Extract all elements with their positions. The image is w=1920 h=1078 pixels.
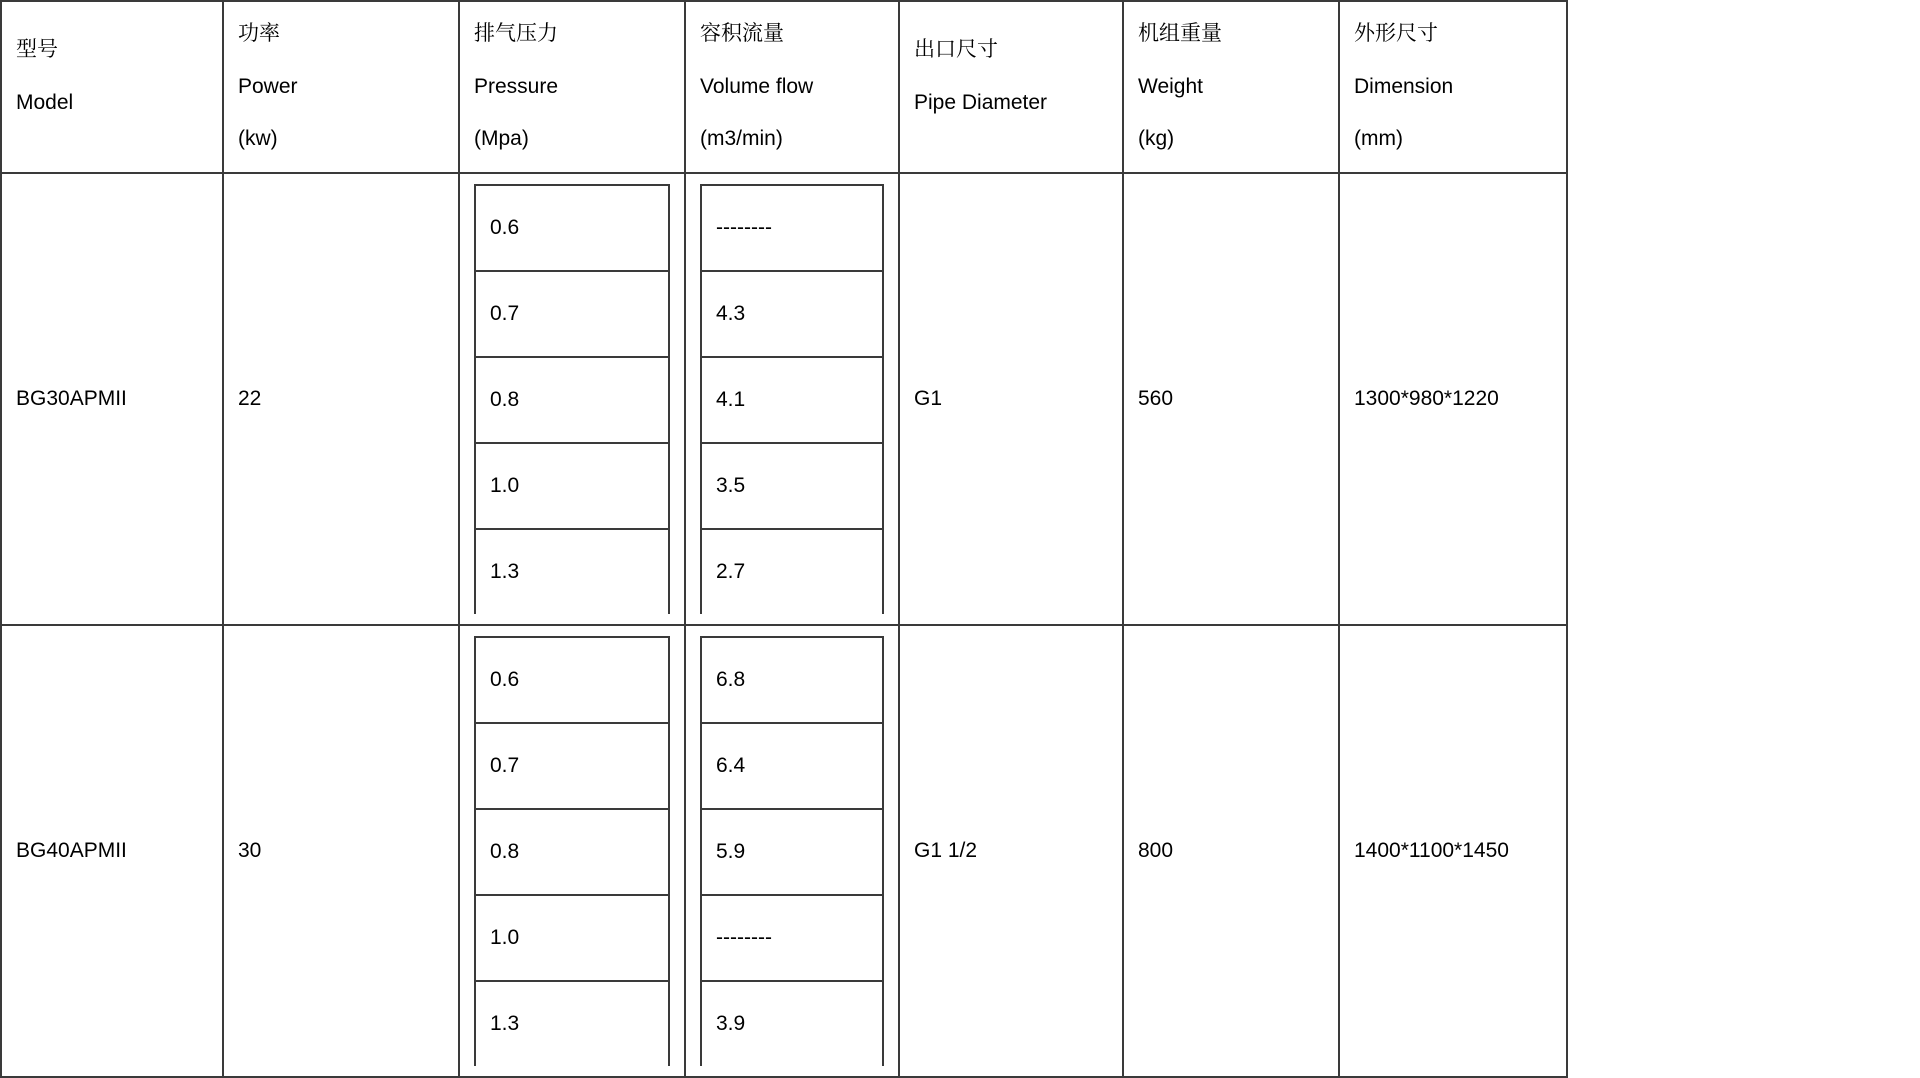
- pressure-subtable: [474, 636, 670, 1066]
- cell-weight: 560: [1123, 173, 1339, 625]
- subrow: [475, 981, 669, 1066]
- header-pressure-cn: 排气压力: [474, 22, 558, 46]
- header-cell-pipe-diameter: [899, 1, 1123, 173]
- cell-power: 22: [223, 173, 459, 625]
- subrow: [475, 443, 669, 529]
- cell-pressure-group: [459, 625, 685, 1077]
- cell-flow-value: 3.5: [701, 443, 883, 529]
- header-dimension-cn: 外形尺寸: [1354, 22, 1438, 46]
- header-cell-model: [1, 1, 223, 173]
- table-row: [1, 625, 1567, 1077]
- cell-dimension: 1400*1100*1450: [1339, 625, 1567, 1077]
- header-model-en: Model: [16, 91, 74, 114]
- header-cell-weight: [1123, 1, 1339, 173]
- cell-pressure-value: 0.7: [475, 271, 669, 357]
- cell-pipe-diameter: G1: [899, 173, 1123, 625]
- cell-pressure-group: [459, 173, 685, 625]
- subrow: [475, 809, 669, 895]
- cell-dimension: 1300*980*1220: [1339, 173, 1567, 625]
- header-weight-unit: (kg): [1138, 127, 1175, 151]
- header-flow-unit: (m3/min): [700, 127, 783, 151]
- cell-power: 30: [223, 625, 459, 1077]
- header-pressure-unit: (Mpa): [474, 127, 529, 151]
- header-weight-cn: 机组重量: [1138, 22, 1222, 46]
- cell-flow-group: [685, 173, 899, 625]
- cell-model: BG30APMII: [1, 173, 223, 625]
- subrow: [475, 357, 669, 443]
- cell-flow-value: 6.8: [701, 637, 883, 723]
- subrow: [701, 895, 883, 981]
- subrow: [475, 185, 669, 271]
- subrow: [701, 981, 883, 1066]
- subrow: [475, 895, 669, 981]
- header-power-cn: 功率: [238, 22, 280, 46]
- cell-pipe-diameter: G1 1/2: [899, 625, 1123, 1077]
- subrow: [701, 271, 883, 357]
- header-row: [1, 1, 1567, 173]
- header-cell-dimension: [1339, 1, 1567, 173]
- subrow: [701, 637, 883, 723]
- table-body: [1, 173, 1567, 1077]
- subrow: [701, 529, 883, 614]
- table-header: [1, 1, 1567, 173]
- header-pipe-cn: 出口尺寸: [914, 38, 998, 62]
- cell-pressure-value: 0.7: [475, 723, 669, 809]
- cell-model: BG40APMII: [1, 625, 223, 1077]
- header-cell-volume-flow: [685, 1, 899, 173]
- cell-flow-value: 4.1: [701, 357, 883, 443]
- header-pipe-en: Pipe Diameter: [914, 91, 1048, 114]
- cell-flow-value: 6.4: [701, 723, 883, 809]
- pressure-subtable: [474, 184, 670, 614]
- subrow: [701, 185, 883, 271]
- cell-flow-value: 2.7: [701, 529, 883, 614]
- cell-pressure-value: 0.8: [475, 357, 669, 443]
- header-pressure-en: Pressure: [474, 74, 559, 98]
- subrow: [475, 637, 669, 723]
- cell-pressure-value: 0.6: [475, 185, 669, 271]
- header-flow-cn: 容积流量: [700, 22, 784, 46]
- header-power-en: Power: [238, 74, 298, 98]
- cell-flow-value: --------: [701, 185, 883, 271]
- table-row: [1, 173, 1567, 625]
- cell-pressure-value: 1.0: [475, 895, 669, 981]
- cell-flow-group: [685, 625, 899, 1077]
- cell-pressure-value: 1.0: [475, 443, 669, 529]
- subrow: [701, 443, 883, 529]
- header-dimension-unit: (mm): [1354, 127, 1403, 151]
- subrow: [475, 723, 669, 809]
- cell-pressure-value: 0.6: [475, 637, 669, 723]
- header-cell-power: [223, 1, 459, 173]
- subrow: [701, 723, 883, 809]
- cell-pressure-value: 1.3: [475, 981, 669, 1066]
- header-dimension-en: Dimension: [1354, 74, 1454, 98]
- subrow: [475, 529, 669, 614]
- cell-flow-value: --------: [701, 895, 883, 981]
- cell-pressure-value: 0.8: [475, 809, 669, 895]
- flow-subtable: [700, 184, 884, 614]
- cell-pressure-value: 1.3: [475, 529, 669, 614]
- header-weight-en: Weight: [1138, 74, 1203, 98]
- header-flow-en: Volume flow: [700, 74, 814, 98]
- header-model-cn: 型号: [16, 38, 58, 62]
- cell-flow-value: 5.9: [701, 809, 883, 895]
- flow-subtable: [700, 636, 884, 1066]
- subrow: [475, 271, 669, 357]
- cell-weight: 800: [1123, 625, 1339, 1077]
- header-cell-pressure: [459, 1, 685, 173]
- cell-flow-value: 4.3: [701, 271, 883, 357]
- subrow: [701, 357, 883, 443]
- subrow: [701, 809, 883, 895]
- header-power-unit: (kw): [238, 127, 278, 151]
- cell-flow-value: 3.9: [701, 981, 883, 1066]
